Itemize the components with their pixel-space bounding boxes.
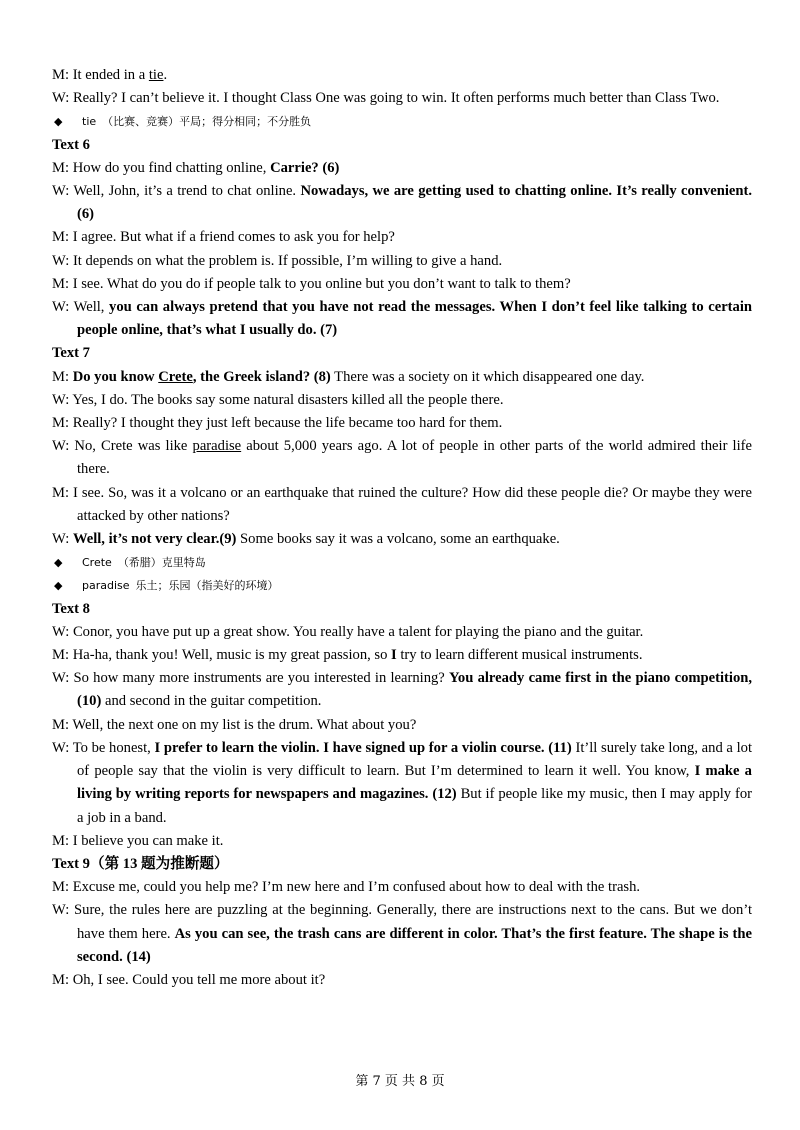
section-heading: Text 9（第 13 题为推断题） bbox=[52, 855, 229, 872]
section-heading: Text 7 bbox=[52, 345, 90, 362]
dialogue-line: W: Well, it’s not very clear.(9) Some books say it was a volcano, some an earthquake. bbox=[52, 531, 560, 548]
dialogue-line: W: To be honest, I prefer to learn the violin. I have signed up for a violin course. (11) It’ll surely take long, and a lot of people say that the violin is very difficult to learn. But I’m determined to learn it well. You know, I make a living by writing reports for newspapers and magazines. (12) But if people like my music, then I may apply for a job in a band. bbox=[52, 739, 753, 826]
diamond-bullet-icon: ◆ bbox=[54, 556, 63, 570]
diamond-bullet-icon: ◆ bbox=[54, 579, 63, 593]
diamond-bullet-icon: ◆ bbox=[54, 115, 63, 129]
dialogue-line: M: It ended in a tie. bbox=[52, 67, 168, 83]
dialogue-line: M: Ha-ha, thank you! Well, music is my great passion, so I try to learn different musical instruments. bbox=[52, 647, 643, 664]
dialogue-line: W: Really? I can’t believe it. I thought Class One was going to win. It often performs much better than Class Two. bbox=[52, 90, 720, 107]
dialogue-line: M: I see. So, was it a volcano or an earthquake that ruined the culture? How did these people die? Or maybe they were attacked by other nations? bbox=[52, 484, 752, 524]
section-heading: Text 6 bbox=[52, 136, 90, 153]
transcript-content bbox=[52, 64, 752, 992]
vocab-note: ◆ tie （比赛、竞赛）平局；得分相同；不分胜负 bbox=[52, 110, 752, 133]
vocab-note: ◆ Crete （希腊）克里特岛 bbox=[52, 551, 752, 574]
dialogue-line: W: Conor, you have put up a great show. You really have a talent for playing the piano and the guitar. bbox=[52, 623, 644, 640]
dialogue-line: W: Sure, the rules here are puzzling at the beginning. Generally, there are instructions next to the cans. But we don’t have them here. As you can see, the trash cans are different in color. That’s the first feature. The shape is the second. (14) bbox=[52, 902, 752, 965]
section-heading: Text 8 bbox=[52, 600, 90, 617]
vocab-note: ◆ paradise 乐土；乐园（指美好的环境） bbox=[52, 574, 752, 597]
dialogue-line: W: Well, you can always pretend that you have not read the messages. When I don’t feel like talking to certain people online, that’s what I usually do. (7) bbox=[52, 299, 753, 339]
dialogue-line: M: Do you know Crete, the Greek island? (8) There was a society on it which disappeared one day. bbox=[52, 368, 645, 385]
page-footer: 第 7 页 共 8 页 bbox=[355, 1074, 445, 1089]
dialogue-line: W: No, Crete was like paradise about 5,000 years ago. A lot of people in other parts of the world admired their life there. bbox=[52, 438, 752, 478]
dialogue-line: M: How do you find chatting online, Carrie? (6) bbox=[52, 159, 340, 176]
dialogue-line: W: It depends on what the problem is. If possible, I’m willing to give a hand. bbox=[52, 252, 503, 269]
dialogue-line: M: Excuse me, could you help me? I’m new here and I’m confused about how to deal with the trash. bbox=[52, 879, 641, 896]
dialogue-line: M: Oh, I see. Could you tell me more about it? bbox=[52, 971, 326, 988]
dialogue-line: W: Yes, I do. The books say some natural disasters killed all the people there. bbox=[52, 391, 504, 408]
dialogue-line: M: I see. What do you do if people talk to you online but you don’t want to talk to them? bbox=[52, 275, 571, 292]
dialogue-line: M: I believe you can make it. bbox=[52, 832, 224, 849]
dialogue-line: W: Well, John, it’s a trend to chat online. Nowadays, we are getting used to chatting online. It’s really convenient. (6) bbox=[52, 183, 752, 223]
dialogue-line: M: I agree. But what if a friend comes to ask you for help? bbox=[52, 229, 395, 246]
dialogue-line: M: Really? I thought they just left because the life became too hard for them. bbox=[52, 415, 503, 432]
dialogue-line: M: Well, the next one on my list is the drum. What about you? bbox=[52, 716, 417, 733]
dialogue-line: W: So how many more instruments are you interested in learning? You already came first in the piano competition, (10) and second in the guitar competition. bbox=[52, 670, 753, 710]
